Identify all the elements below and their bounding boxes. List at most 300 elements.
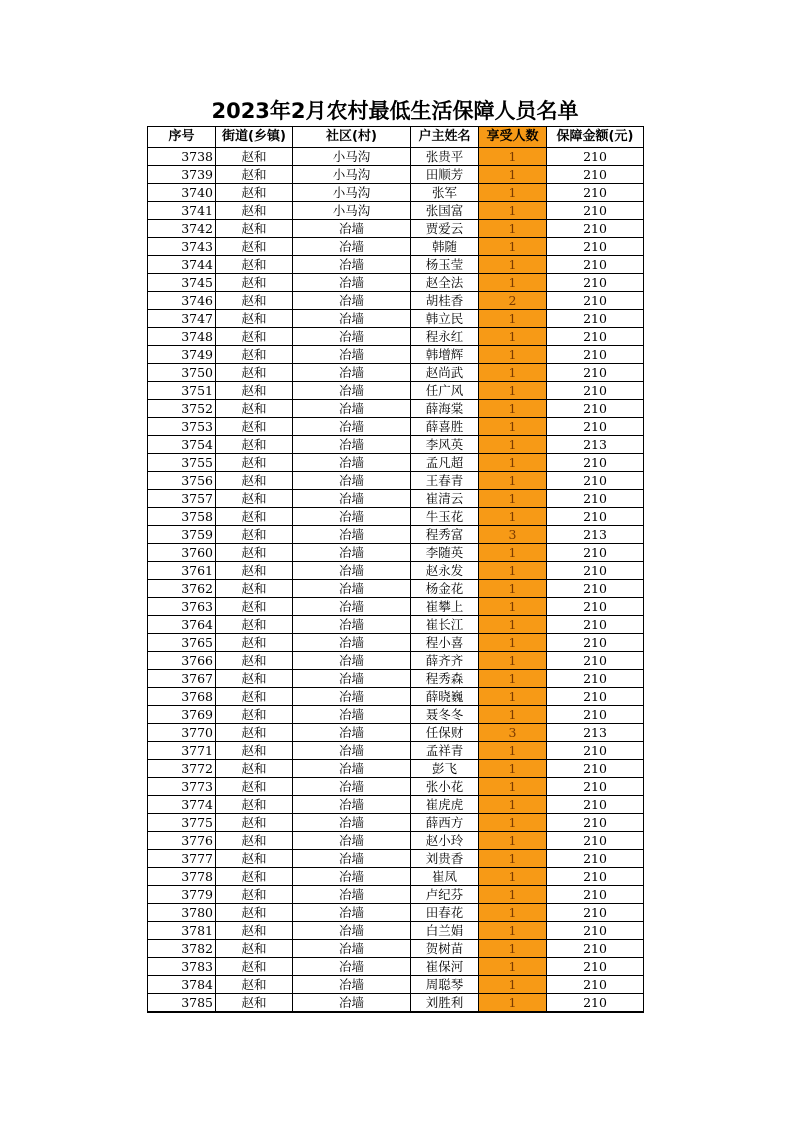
cell-seq: 3777 (148, 850, 216, 868)
cell-seq: 3752 (148, 400, 216, 418)
cell-community: 冶墙 (293, 886, 411, 904)
cell-street: 赵和 (216, 238, 293, 256)
cell-beneficiaries: 1 (479, 940, 547, 958)
cell-community: 冶墙 (293, 814, 411, 832)
cell-seq: 3741 (148, 202, 216, 220)
cell-street: 赵和 (216, 166, 293, 184)
cell-beneficiaries: 1 (479, 166, 547, 184)
cell-community: 冶墙 (293, 670, 411, 688)
table-row (148, 940, 644, 958)
cell-community: 冶墙 (293, 580, 411, 598)
cell-street: 赵和 (216, 850, 293, 868)
table-body (148, 148, 644, 1013)
cell-street: 赵和 (216, 508, 293, 526)
cell-householder: 李风英 (411, 436, 479, 454)
cell-beneficiaries: 1 (479, 562, 547, 580)
cell-amount: 210 (547, 274, 644, 292)
cell-street: 赵和 (216, 598, 293, 616)
cell-seq: 3762 (148, 580, 216, 598)
cell-beneficiaries: 1 (479, 922, 547, 940)
cell-community: 冶墙 (293, 328, 411, 346)
cell-amount: 210 (547, 202, 644, 220)
cell-street: 赵和 (216, 760, 293, 778)
cell-seq: 3780 (148, 904, 216, 922)
cell-seq: 3757 (148, 490, 216, 508)
cell-householder: 张贵平 (411, 148, 479, 166)
cell-seq: 3761 (148, 562, 216, 580)
cell-amount: 210 (547, 508, 644, 526)
cell-householder: 李随英 (411, 544, 479, 562)
cell-amount: 210 (547, 634, 644, 652)
table-row (148, 382, 644, 400)
cell-beneficiaries: 1 (479, 670, 547, 688)
cell-beneficiaries: 1 (479, 868, 547, 886)
cell-amount: 210 (547, 616, 644, 634)
cell-street: 赵和 (216, 256, 293, 274)
cell-seq: 3782 (148, 940, 216, 958)
cell-amount: 210 (547, 742, 644, 760)
cell-street: 赵和 (216, 580, 293, 598)
table-row (148, 634, 644, 652)
cell-seq: 3756 (148, 472, 216, 490)
cell-amount: 210 (547, 778, 644, 796)
cell-seq: 3767 (148, 670, 216, 688)
cell-community: 冶墙 (293, 310, 411, 328)
cell-street: 赵和 (216, 796, 293, 814)
cell-community: 冶墙 (293, 544, 411, 562)
table-row (148, 796, 644, 814)
cell-householder: 崔凤 (411, 868, 479, 886)
cell-street: 赵和 (216, 670, 293, 688)
cell-seq: 3745 (148, 274, 216, 292)
cell-community: 冶墙 (293, 454, 411, 472)
cell-community: 冶墙 (293, 346, 411, 364)
cell-seq: 3763 (148, 598, 216, 616)
cell-householder: 韩随 (411, 238, 479, 256)
cell-beneficiaries: 1 (479, 598, 547, 616)
cell-householder: 崔虎虎 (411, 796, 479, 814)
cell-street: 赵和 (216, 184, 293, 202)
cell-householder: 孟祥青 (411, 742, 479, 760)
cell-householder: 周聪琴 (411, 976, 479, 994)
table-row (148, 202, 644, 220)
cell-householder: 贾爱云 (411, 220, 479, 238)
cell-beneficiaries: 1 (479, 202, 547, 220)
table-row (148, 832, 644, 850)
cell-householder: 牛玉花 (411, 508, 479, 526)
cell-seq: 3742 (148, 220, 216, 238)
cell-community: 冶墙 (293, 994, 411, 1013)
table-row (148, 274, 644, 292)
cell-street: 赵和 (216, 220, 293, 238)
cell-seq: 3751 (148, 382, 216, 400)
cell-beneficiaries: 1 (479, 616, 547, 634)
cell-beneficiaries: 1 (479, 742, 547, 760)
table-row (148, 220, 644, 238)
cell-community: 冶墙 (293, 526, 411, 544)
cell-street: 赵和 (216, 976, 293, 994)
cell-beneficiaries: 3 (479, 724, 547, 742)
cell-seq: 3765 (148, 634, 216, 652)
cell-street: 赵和 (216, 868, 293, 886)
cell-seq: 3759 (148, 526, 216, 544)
cell-seq: 3776 (148, 832, 216, 850)
table-row (148, 958, 644, 976)
cell-street: 赵和 (216, 454, 293, 472)
cell-seq: 3748 (148, 328, 216, 346)
table-row (148, 148, 644, 166)
cell-householder: 薛西方 (411, 814, 479, 832)
cell-street: 赵和 (216, 904, 293, 922)
cell-amount: 210 (547, 976, 644, 994)
cell-street: 赵和 (216, 616, 293, 634)
cell-seq: 3738 (148, 148, 216, 166)
cell-householder: 赵永发 (411, 562, 479, 580)
cell-amount: 210 (547, 868, 644, 886)
table-row (148, 238, 644, 256)
cell-beneficiaries: 1 (479, 274, 547, 292)
cell-seq: 3755 (148, 454, 216, 472)
cell-community: 冶墙 (293, 850, 411, 868)
cell-householder: 田顺芳 (411, 166, 479, 184)
cell-seq: 3768 (148, 688, 216, 706)
table-row (148, 364, 644, 382)
cell-street: 赵和 (216, 544, 293, 562)
table-row (148, 580, 644, 598)
table-row (148, 814, 644, 832)
cell-beneficiaries: 1 (479, 346, 547, 364)
cell-householder: 薛海棠 (411, 400, 479, 418)
cell-amount: 210 (547, 238, 644, 256)
table-row (148, 256, 644, 274)
cell-householder: 薛齐齐 (411, 652, 479, 670)
cell-householder: 胡桂香 (411, 292, 479, 310)
cell-householder: 崔保河 (411, 958, 479, 976)
cell-amount: 210 (547, 256, 644, 274)
cell-seq: 3758 (148, 508, 216, 526)
cell-community: 冶墙 (293, 508, 411, 526)
cell-householder: 崔长江 (411, 616, 479, 634)
cell-amount: 210 (547, 580, 644, 598)
cell-seq: 3769 (148, 706, 216, 724)
cell-street: 赵和 (216, 400, 293, 418)
cell-community: 冶墙 (293, 256, 411, 274)
cell-householder: 薛喜胜 (411, 418, 479, 436)
cell-street: 赵和 (216, 814, 293, 832)
cell-beneficiaries: 1 (479, 454, 547, 472)
cell-seq: 3770 (148, 724, 216, 742)
cell-beneficiaries: 3 (479, 526, 547, 544)
cell-beneficiaries: 1 (479, 634, 547, 652)
cell-seq: 3764 (148, 616, 216, 634)
cell-beneficiaries: 1 (479, 508, 547, 526)
cell-seq: 3784 (148, 976, 216, 994)
cell-amount: 210 (547, 310, 644, 328)
cell-seq: 3783 (148, 958, 216, 976)
table-row (148, 454, 644, 472)
cell-beneficiaries: 1 (479, 778, 547, 796)
cell-beneficiaries: 1 (479, 760, 547, 778)
cell-householder: 程小喜 (411, 634, 479, 652)
cell-amount: 210 (547, 472, 644, 490)
cell-community: 冶墙 (293, 292, 411, 310)
cell-community: 冶墙 (293, 598, 411, 616)
cell-amount: 210 (547, 940, 644, 958)
cell-community: 冶墙 (293, 796, 411, 814)
cell-street: 赵和 (216, 274, 293, 292)
cell-amount: 210 (547, 346, 644, 364)
page-title: 2023年2月农村最低生活保障人员名单 (211, 99, 579, 123)
cell-seq: 3739 (148, 166, 216, 184)
table-row (148, 706, 644, 724)
cell-community: 冶墙 (293, 490, 411, 508)
cell-community: 冶墙 (293, 976, 411, 994)
table-row (148, 310, 644, 328)
cell-seq: 3747 (148, 310, 216, 328)
header-community: 社区(村) (293, 127, 411, 148)
cell-householder: 赵尚武 (411, 364, 479, 382)
cell-street: 赵和 (216, 958, 293, 976)
cell-amount: 210 (547, 832, 644, 850)
cell-community: 冶墙 (293, 616, 411, 634)
cell-householder: 卢纪芬 (411, 886, 479, 904)
cell-amount: 210 (547, 760, 644, 778)
cell-beneficiaries: 1 (479, 688, 547, 706)
cell-beneficiaries: 1 (479, 148, 547, 166)
cell-amount: 210 (547, 958, 644, 976)
cell-street: 赵和 (216, 724, 293, 742)
cell-community: 小马沟 (293, 202, 411, 220)
cell-amount: 210 (547, 922, 644, 940)
cell-householder: 白兰娟 (411, 922, 479, 940)
cell-community: 冶墙 (293, 688, 411, 706)
table-row (148, 760, 644, 778)
cell-seq: 3750 (148, 364, 216, 382)
cell-seq: 3771 (148, 742, 216, 760)
cell-community: 小马沟 (293, 184, 411, 202)
cell-street: 赵和 (216, 292, 293, 310)
cell-seq: 3766 (148, 652, 216, 670)
cell-beneficiaries: 1 (479, 184, 547, 202)
cell-street: 赵和 (216, 148, 293, 166)
cell-beneficiaries: 1 (479, 328, 547, 346)
cell-street: 赵和 (216, 634, 293, 652)
cell-seq: 3749 (148, 346, 216, 364)
table-row (148, 436, 644, 454)
cell-householder: 韩立民 (411, 310, 479, 328)
cell-seq: 3773 (148, 778, 216, 796)
cell-amount: 210 (547, 400, 644, 418)
cell-amount: 210 (547, 814, 644, 832)
cell-street: 赵和 (216, 310, 293, 328)
table-row (148, 346, 644, 364)
cell-community: 冶墙 (293, 220, 411, 238)
cell-beneficiaries: 1 (479, 472, 547, 490)
cell-householder: 程秀森 (411, 670, 479, 688)
cell-householder: 张国富 (411, 202, 479, 220)
cell-amount: 213 (547, 526, 644, 544)
cell-community: 冶墙 (293, 760, 411, 778)
cell-beneficiaries: 1 (479, 994, 547, 1013)
table-row (148, 994, 644, 1013)
cell-amount: 210 (547, 688, 644, 706)
cell-amount: 210 (547, 490, 644, 508)
cell-amount: 210 (547, 418, 644, 436)
cell-street: 赵和 (216, 994, 293, 1013)
table-row (148, 418, 644, 436)
cell-seq: 3772 (148, 760, 216, 778)
cell-householder: 田春花 (411, 904, 479, 922)
cell-householder: 杨玉莹 (411, 256, 479, 274)
cell-community: 冶墙 (293, 562, 411, 580)
roster-table (147, 126, 644, 1013)
cell-seq: 3746 (148, 292, 216, 310)
cell-householder: 张小花 (411, 778, 479, 796)
cell-community: 冶墙 (293, 652, 411, 670)
cell-beneficiaries: 1 (479, 904, 547, 922)
cell-community: 冶墙 (293, 832, 411, 850)
cell-householder: 薛晓巍 (411, 688, 479, 706)
cell-beneficiaries: 1 (479, 976, 547, 994)
cell-street: 赵和 (216, 202, 293, 220)
cell-community: 冶墙 (293, 274, 411, 292)
cell-community: 冶墙 (293, 436, 411, 454)
cell-beneficiaries: 1 (479, 544, 547, 562)
cell-householder: 赵全法 (411, 274, 479, 292)
cell-seq: 3743 (148, 238, 216, 256)
cell-amount: 210 (547, 562, 644, 580)
cell-community: 冶墙 (293, 868, 411, 886)
cell-householder: 程永红 (411, 328, 479, 346)
table-row (148, 616, 644, 634)
cell-seq: 3754 (148, 436, 216, 454)
cell-amount: 213 (547, 436, 644, 454)
cell-amount: 210 (547, 292, 644, 310)
cell-amount: 210 (547, 886, 644, 904)
cell-amount: 210 (547, 706, 644, 724)
table-row (148, 292, 644, 310)
cell-street: 赵和 (216, 346, 293, 364)
cell-community: 冶墙 (293, 724, 411, 742)
cell-community: 冶墙 (293, 940, 411, 958)
cell-community: 冶墙 (293, 778, 411, 796)
cell-street: 赵和 (216, 472, 293, 490)
table-row (148, 850, 644, 868)
table-row (148, 562, 644, 580)
cell-seq: 3744 (148, 256, 216, 274)
cell-beneficiaries: 1 (479, 958, 547, 976)
table-row (148, 598, 644, 616)
cell-householder: 刘贵香 (411, 850, 479, 868)
cell-community: 冶墙 (293, 706, 411, 724)
cell-street: 赵和 (216, 922, 293, 940)
header-street: 街道(乡镇) (216, 127, 293, 148)
cell-street: 赵和 (216, 652, 293, 670)
cell-beneficiaries: 1 (479, 364, 547, 382)
cell-seq: 3760 (148, 544, 216, 562)
cell-householder: 任广风 (411, 382, 479, 400)
cell-householder: 杨金花 (411, 580, 479, 598)
cell-beneficiaries: 1 (479, 382, 547, 400)
cell-community: 小马沟 (293, 166, 411, 184)
table-row (148, 184, 644, 202)
cell-amount: 210 (547, 544, 644, 562)
cell-beneficiaries: 1 (479, 886, 547, 904)
cell-street: 赵和 (216, 706, 293, 724)
cell-householder: 韩增辉 (411, 346, 479, 364)
cell-community: 冶墙 (293, 382, 411, 400)
cell-amount: 213 (547, 724, 644, 742)
cell-beneficiaries: 1 (479, 706, 547, 724)
table-row (148, 778, 644, 796)
cell-street: 赵和 (216, 490, 293, 508)
cell-beneficiaries: 1 (479, 814, 547, 832)
cell-street: 赵和 (216, 418, 293, 436)
table-row (148, 904, 644, 922)
cell-householder: 聂冬冬 (411, 706, 479, 724)
header-householder: 户主姓名 (411, 127, 479, 148)
cell-community: 冶墙 (293, 922, 411, 940)
cell-beneficiaries: 2 (479, 292, 547, 310)
cell-beneficiaries: 1 (479, 238, 547, 256)
cell-seq: 3740 (148, 184, 216, 202)
cell-householder: 任保财 (411, 724, 479, 742)
cell-street: 赵和 (216, 562, 293, 580)
header-seq: 序号 (148, 127, 216, 148)
cell-street: 赵和 (216, 688, 293, 706)
table-row (148, 508, 644, 526)
cell-beneficiaries: 1 (479, 418, 547, 436)
cell-seq: 3781 (148, 922, 216, 940)
table-row (148, 526, 644, 544)
cell-community: 冶墙 (293, 634, 411, 652)
table-row (148, 472, 644, 490)
table-row (148, 724, 644, 742)
table-row (148, 400, 644, 418)
cell-beneficiaries: 1 (479, 796, 547, 814)
cell-amount: 210 (547, 652, 644, 670)
cell-community: 冶墙 (293, 400, 411, 418)
table-row (148, 886, 644, 904)
table-row (148, 868, 644, 886)
header-beneficiaries: 享受人数 (479, 127, 547, 148)
cell-amount: 210 (547, 670, 644, 688)
cell-amount: 210 (547, 850, 644, 868)
cell-beneficiaries: 1 (479, 400, 547, 418)
cell-seq: 3785 (148, 994, 216, 1013)
cell-community: 冶墙 (293, 364, 411, 382)
cell-householder: 刘胜利 (411, 994, 479, 1013)
cell-beneficiaries: 1 (479, 310, 547, 328)
cell-beneficiaries: 1 (479, 832, 547, 850)
cell-amount: 210 (547, 166, 644, 184)
cell-householder: 赵小玲 (411, 832, 479, 850)
cell-community: 冶墙 (293, 742, 411, 760)
cell-community: 冶墙 (293, 418, 411, 436)
cell-street: 赵和 (216, 328, 293, 346)
cell-street: 赵和 (216, 526, 293, 544)
header-row (148, 127, 644, 148)
cell-street: 赵和 (216, 364, 293, 382)
cell-seq: 3779 (148, 886, 216, 904)
cell-seq: 3753 (148, 418, 216, 436)
cell-householder: 崔攀上 (411, 598, 479, 616)
table-row (148, 328, 644, 346)
cell-amount: 210 (547, 220, 644, 238)
cell-seq: 3774 (148, 796, 216, 814)
table-row (148, 976, 644, 994)
cell-beneficiaries: 1 (479, 850, 547, 868)
